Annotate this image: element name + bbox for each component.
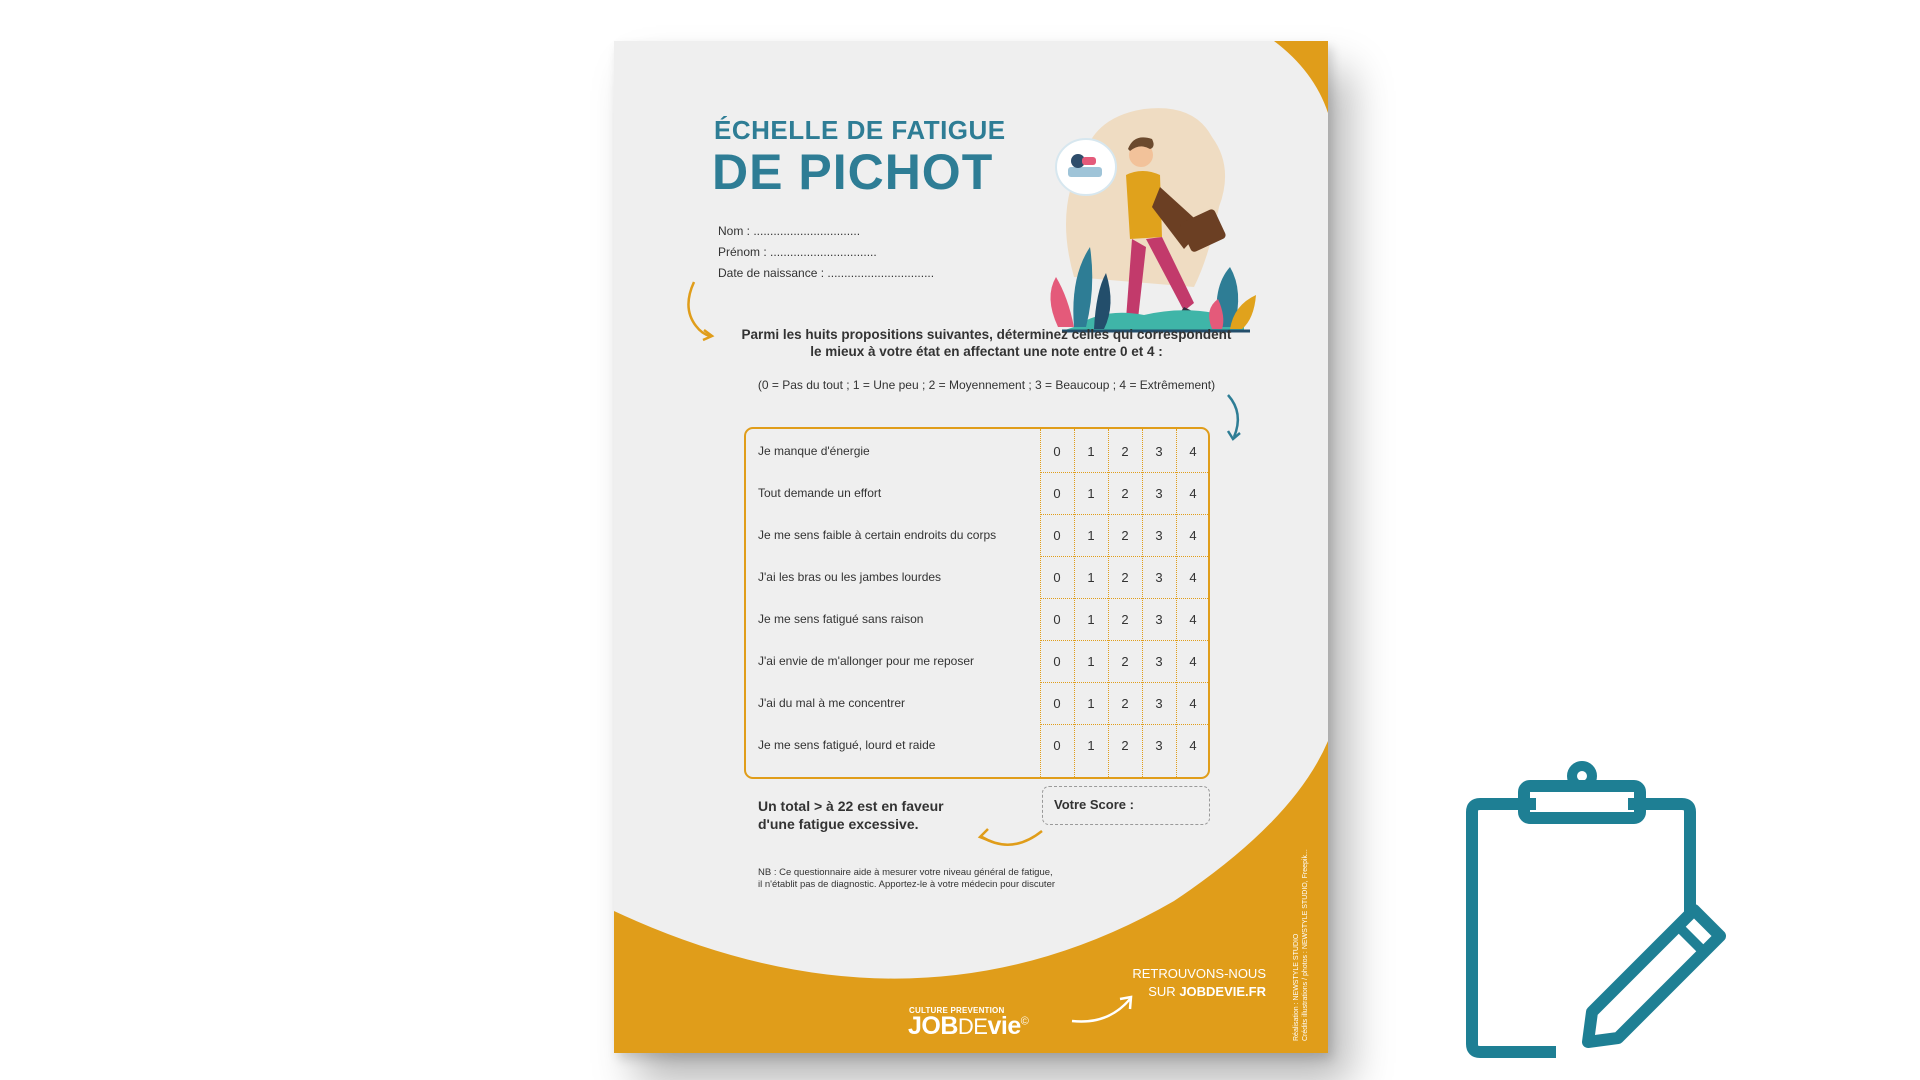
disclaimer-line-1: NB : Ce questionnaire aide à mesurer votre niveau général de fatigue, xyxy=(758,867,1053,878)
score-option[interactable]: 4 xyxy=(1189,738,1197,753)
disclaimer-line-2: il n'établit pas de diagnostic. Apportez-le à votre médecin pour discuter xyxy=(758,879,1056,890)
white-arrow-icon xyxy=(1068,989,1140,1027)
score-option[interactable]: 2 xyxy=(1121,738,1129,753)
score-option[interactable]: 1 xyxy=(1087,654,1095,669)
score-option[interactable]: 1 xyxy=(1087,528,1095,543)
score-option[interactable]: 2 xyxy=(1121,654,1129,669)
score-option[interactable]: 4 xyxy=(1189,612,1197,627)
question-label: Tout demande un effort xyxy=(758,486,882,500)
score-option[interactable]: 1 xyxy=(1087,696,1095,711)
instructions xyxy=(714,326,1259,360)
score-option[interactable]: 2 xyxy=(1121,528,1129,543)
score-option[interactable]: 2 xyxy=(1121,570,1129,585)
score-option[interactable]: 4 xyxy=(1189,654,1197,669)
logo-tagline: CULTURE PREVENTION xyxy=(909,1006,1005,1015)
disclaimer-note xyxy=(758,867,1055,891)
jobdevie-logo xyxy=(908,1012,1028,1041)
table-row xyxy=(746,641,1208,683)
table-row xyxy=(746,599,1208,641)
question-label: Je me sens fatigué, lourd et raide xyxy=(758,738,936,752)
logo-de: DE xyxy=(957,1014,988,1039)
question-label: Je manque d'énergie xyxy=(758,444,870,458)
table-row xyxy=(746,725,1208,767)
table-row xyxy=(746,683,1208,725)
score-option[interactable]: 4 xyxy=(1189,696,1197,711)
prenom-field[interactable]: Prénom : ................................ xyxy=(718,245,877,259)
table-row xyxy=(746,473,1208,515)
question-label: J'ai du mal à me concentrer xyxy=(758,696,906,710)
score-label: Votre Score : xyxy=(1054,797,1134,812)
total-note-line-1: Un total > à 22 est en faveur xyxy=(758,798,944,814)
score-option[interactable]: 0 xyxy=(1053,528,1061,543)
birthdate-field[interactable]: Date de naissance : ................................ xyxy=(718,266,935,280)
orange-arrow-down-icon xyxy=(682,278,716,344)
score-option[interactable]: 1 xyxy=(1087,444,1095,459)
score-option[interactable]: 2 xyxy=(1121,444,1129,459)
score-option[interactable]: 0 xyxy=(1053,654,1061,669)
score-option[interactable]: 1 xyxy=(1087,738,1095,753)
orange-arrow-left-icon xyxy=(972,821,1046,857)
title-line-2: DE PICHOT xyxy=(712,144,994,200)
score-option[interactable]: 0 xyxy=(1053,444,1061,459)
score-option[interactable]: 4 xyxy=(1189,528,1197,543)
question-label: Je me sens fatigué sans raison xyxy=(758,612,924,626)
score-option[interactable]: 4 xyxy=(1189,444,1197,459)
score-option[interactable]: 3 xyxy=(1155,654,1163,669)
score-option[interactable]: 3 xyxy=(1155,570,1163,585)
score-option[interactable]: 4 xyxy=(1189,486,1197,501)
score-option[interactable]: 0 xyxy=(1053,696,1061,711)
logo-copyright: © xyxy=(1020,1015,1029,1028)
instructions-line-1: Parmi les huits propositions suivantes, déterminez celles qui correspondent xyxy=(741,327,1232,342)
score-option[interactable]: 3 xyxy=(1155,612,1163,627)
clipboard-edit-icon xyxy=(1460,760,1730,1060)
scale-legend: (0 = Pas du tout ; 1 = Une peu ; 2 = Moyennement ; 3 = Beaucoup ; 4 = Extrêmement) xyxy=(757,378,1216,392)
score-option[interactable]: 1 xyxy=(1087,486,1095,501)
credits xyxy=(1292,849,1310,1041)
teal-arrow-down-icon xyxy=(1218,391,1248,447)
website-prefix: SUR xyxy=(1148,984,1180,999)
table-row xyxy=(746,431,1208,473)
credits-line-1: Réalisation : NEWSTYLE STUDIO xyxy=(1293,933,1300,1041)
table-row xyxy=(746,515,1208,557)
table-row xyxy=(746,557,1208,599)
logo-job: JOB xyxy=(908,1012,958,1040)
total-note xyxy=(758,797,944,833)
score-option[interactable]: 2 xyxy=(1121,486,1129,501)
logo-vie: vie xyxy=(987,1012,1021,1040)
questionnaire-table xyxy=(744,427,1210,779)
score-option[interactable]: 3 xyxy=(1155,528,1163,543)
instructions-line-2: le mieux à votre état en affectant une note entre 0 et 4 : xyxy=(810,344,1163,359)
title-line-1: ÉCHELLE DE FATIGUE xyxy=(714,115,1006,145)
score-option[interactable]: 0 xyxy=(1053,738,1061,753)
score-option[interactable]: 3 xyxy=(1155,696,1163,711)
score-option[interactable]: 3 xyxy=(1155,444,1163,459)
score-option[interactable]: 3 xyxy=(1155,486,1163,501)
score-option[interactable]: 2 xyxy=(1121,696,1129,711)
score-option[interactable]: 0 xyxy=(1053,570,1061,585)
website-link[interactable]: JOBDEVIE.FR xyxy=(1179,984,1266,999)
question-label: J'ai envie de m'allonger pour me reposer xyxy=(758,654,975,668)
question-label: Je me sens faible à certain endroits du corps xyxy=(758,528,997,542)
website-callout-line-1: RETROUVONS-NOUS xyxy=(1132,966,1266,981)
score-option[interactable]: 0 xyxy=(1053,486,1061,501)
tired-man-illustration xyxy=(1034,77,1266,337)
nom-field[interactable]: Nom : ................................ xyxy=(718,224,861,238)
credits-line-2: Crédits illustrations / photos : NEWSTYLE STUDIO, Freepik... xyxy=(1302,849,1309,1041)
question-label: J'ai les bras ou les jambes lourdes xyxy=(758,570,942,584)
fatigue-scale-sheet xyxy=(614,41,1328,1053)
score-option[interactable]: 4 xyxy=(1189,570,1197,585)
score-option[interactable]: 3 xyxy=(1155,738,1163,753)
score-field[interactable] xyxy=(1042,786,1210,825)
score-option[interactable]: 0 xyxy=(1053,612,1061,627)
score-option[interactable]: 1 xyxy=(1087,570,1095,585)
score-option[interactable]: 2 xyxy=(1121,612,1129,627)
total-note-line-2: d'une fatigue excessive. xyxy=(758,816,919,832)
score-option[interactable]: 1 xyxy=(1087,612,1095,627)
